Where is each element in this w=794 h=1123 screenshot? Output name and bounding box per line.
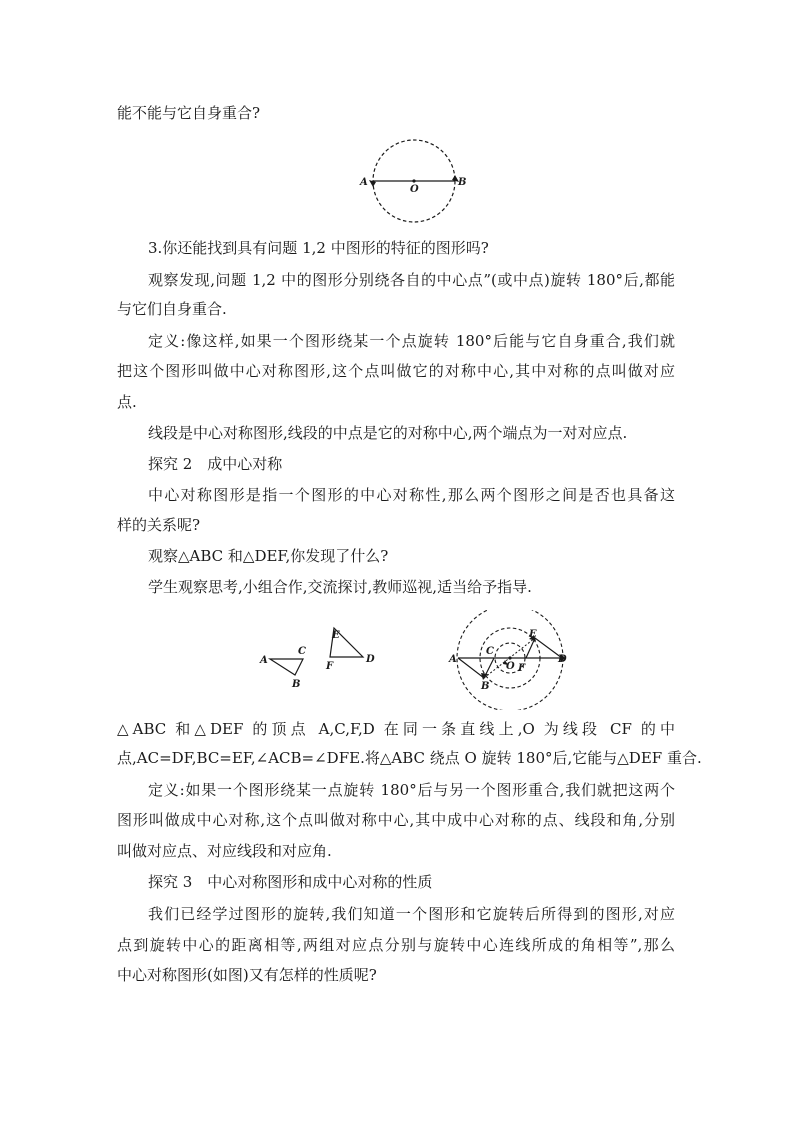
label-d: D <box>366 654 375 665</box>
text-line-17: 图形叫做成中心对称,这个点叫做对称中心,其中成中心对称的点、线段和角,分别 <box>117 811 675 829</box>
text-line-15: 点,AC=DF,BC=EF,∠ACB=∠DFE.将△ABC 绕点 O 旋转 180°后,它能与△DEF 重合. <box>117 749 702 767</box>
label-c: C <box>486 646 494 657</box>
text-line-22: 中心对称图形(如图)又有怎样的性质呢? <box>117 966 377 984</box>
text-line-10: 中心对称图形是指一个图形的中心对称性,那么两个图形之间是否也具备这 <box>148 486 675 504</box>
figure-two-triangles <box>255 623 380 693</box>
label-c: C <box>298 646 306 657</box>
text-line-4: 与它们自身重合. <box>117 300 227 318</box>
text-line-1: 能不能与它自身重合? <box>117 104 261 122</box>
text-line-16: 定义:如果一个图形绕某一点旋转 180°后与另一个图形重合,我们就把这两个 <box>148 781 675 799</box>
text-line-20: 我们已经学过图形的旋转,我们知道一个图形和它旋转后所得到的图形,对应 <box>148 905 675 923</box>
text-line-6: 把这个图形叫做中心对称图形,这个点叫做它的对称中心,其中对称的点叫做对应 <box>117 362 675 380</box>
text-line-13: 学生观察思考,小组合作,交流探讨,教师巡视,适当给予指导. <box>148 578 532 596</box>
label-b: B <box>292 679 301 690</box>
text-line-12: 观察△ABC 和△DEF,你发现了什么? <box>148 547 389 565</box>
text-line-21: 点到旋转中心的距离相等,两组对应点分别与旋转中心连线所成的角相等”,那么 <box>117 936 675 954</box>
label-a: A <box>449 654 457 665</box>
label-b: B <box>458 177 467 188</box>
text-line-3: 观察发现,问题 1,2 中的图形分别绕各自的中心点”(或中点)旋转 180°后,都能 <box>148 271 675 289</box>
text-line-2: 3.你还能找到具有问题 1,2 中图形的特征的图形吗? <box>148 239 489 257</box>
section-heading-3: 探究 3 中心对称图形和成中心对称的性质 <box>148 873 433 891</box>
text-line-8: 线段是中心对称图形,线段的中点是它的对称中心,两个端点为一对对应点. <box>148 424 628 442</box>
label-o: O <box>410 184 419 195</box>
label-e: E <box>529 629 537 640</box>
label-o: O <box>506 661 515 672</box>
text-line-11: 样的关系呢? <box>117 516 201 534</box>
figure-rotation-circles <box>448 610 573 710</box>
label-e: E <box>332 630 340 641</box>
text-line-14: △ABC 和△DEF 的顶点 A,C,F,D 在同一条直线上,O 为线段 CF 的中 <box>117 720 675 738</box>
label-a: A <box>360 177 368 188</box>
label-f: F <box>326 661 334 672</box>
figure-circle-segment <box>352 138 477 228</box>
text-line-18: 叫做对应点、对应线段和对应角. <box>117 842 332 860</box>
label-d: D <box>558 654 567 665</box>
label-b: B <box>481 681 490 692</box>
text-line-5: 定义:像这样,如果一个图形绕某一个点旋转 180°后能与它自身重合,我们就 <box>148 332 675 350</box>
text-line-7: 点. <box>117 393 137 411</box>
label-f: F <box>518 663 526 674</box>
section-heading-2: 探究 2 成中心对称 <box>148 455 283 473</box>
label-a: A <box>260 655 268 666</box>
